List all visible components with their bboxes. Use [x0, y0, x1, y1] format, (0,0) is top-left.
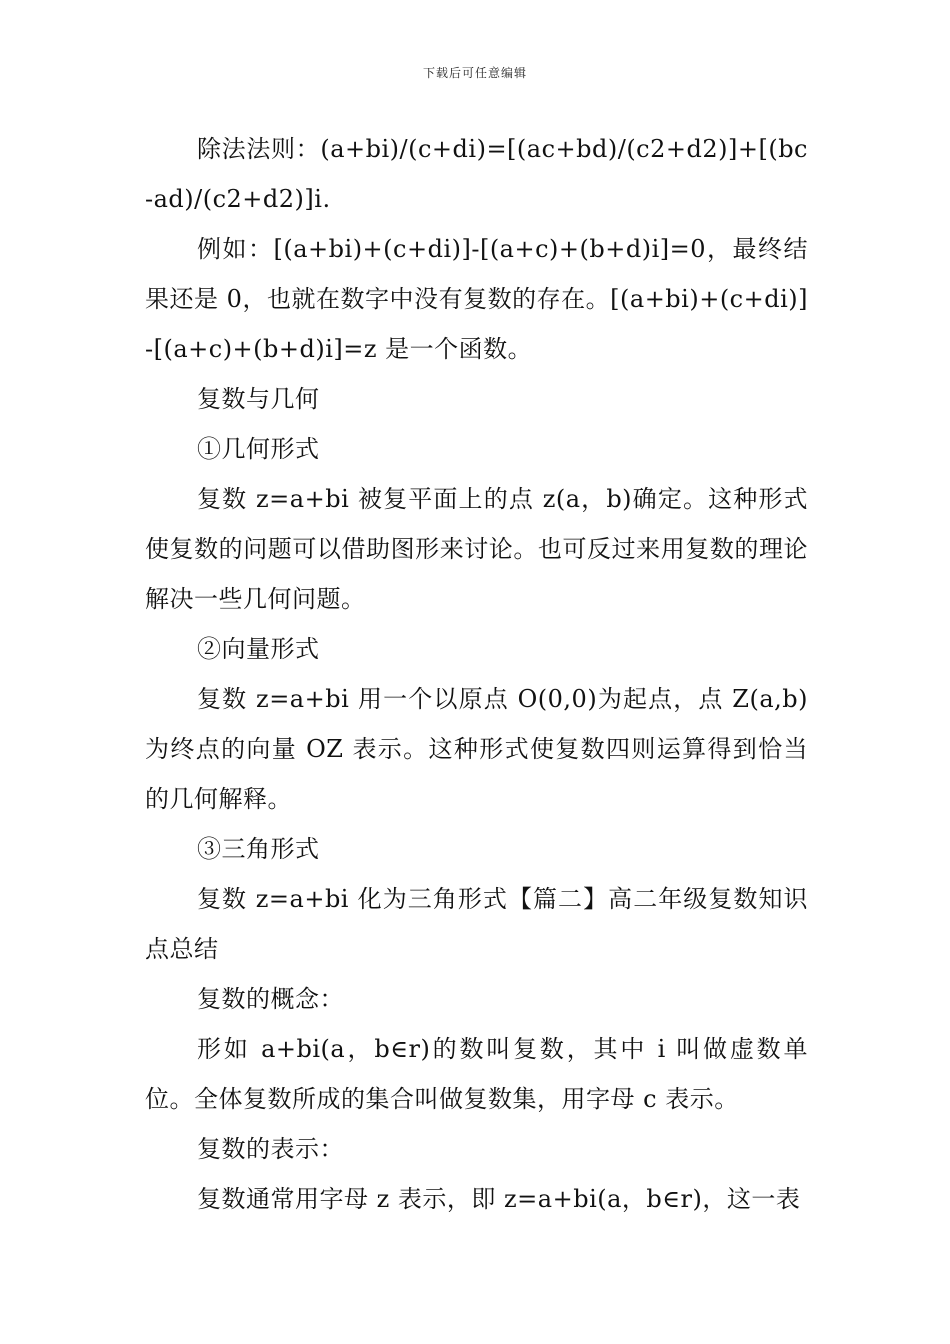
heading-complex-geometry: 复数与几何: [197, 385, 320, 413]
paragraph-example: 例如：[(a+bi)+(c+di)]-[(a+c)+(b+d)i]=0，最终结果还是 0，也就在数字中没有复数的存在。[(a+bi)+(c+di)]-[(a+c)+(b+d)i]=z 是一个函数。: [145, 235, 808, 363]
paragraph-concept: 形如 a+bi(a，b∈r)的数叫复数，其中 i 叫做虚数单位。全体复数所成的集合叫做复数集，用字母 c 表示。: [145, 1035, 808, 1113]
page-header: 下载后可任意编辑: [422, 66, 527, 80]
paragraph-trigonometric-form: 复数 z=a+bi 化为三角形式【篇二】高二年级复数知识点总结: [145, 885, 808, 963]
paragraph-vector-form: 复数 z=a+bi 用一个以原点 O(0,0)为起点，点 Z(a,b)为终点的向量 OZ 表示。这种形式使复数四则运算得到恰当的几何解释。: [145, 685, 808, 813]
paragraph-geometric-form: 复数 z=a+bi 被复平面上的点 z(a，b)确定。这种形式使复数的问题可以借助图形来讨论。也可反过来用复数的理论解决一些几何问题。: [145, 485, 808, 613]
heading-vector-form: ②向量形式: [197, 635, 320, 663]
heading-representation: 复数的表示：: [197, 1135, 344, 1163]
paragraph-division-rule: 除法法则：(a+bi)/(c+di)=[(ac+bd)/(c2+d2)]+[(bc-ad)/(c2+d2)]i.: [145, 135, 808, 213]
heading-trigonometric-form: ③三角形式: [197, 835, 320, 863]
document-body: [145, 124, 808, 1224]
heading-geometric-form: ①几何形式: [197, 435, 320, 463]
heading-concept: 复数的概念：: [197, 985, 344, 1013]
paragraph-representation: 复数通常用字母 z 表示，即 z=a+bi(a，b∈r)，这一表: [197, 1185, 801, 1213]
